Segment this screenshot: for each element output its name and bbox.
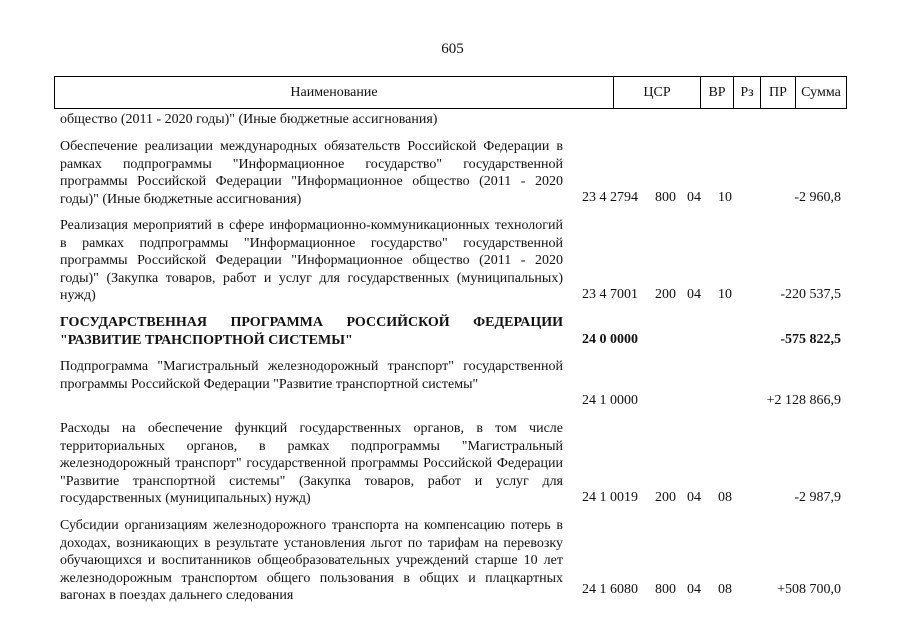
row-name: общество (2011 - 2020 годы)" (Иные бюджетные ассигнования) <box>60 112 438 127</box>
column-header-csr: ЦСР <box>643 85 671 100</box>
column-header-name: Наименование <box>290 85 378 100</box>
row-sum: +508 700,0 <box>777 582 841 597</box>
row-csr: 24 1 0000 <box>582 393 638 408</box>
row-rz: 04 <box>687 490 701 505</box>
row-vr: 800 <box>655 582 676 597</box>
row-csr: 23 4 2794 <box>582 190 638 205</box>
row-rz: 04 <box>687 582 701 597</box>
row-rz: 04 <box>687 287 701 302</box>
row-vr: 800 <box>655 190 676 205</box>
row-name: Расходы на обеспечение функций государственных органов, в том числе территориальных органов, в рамках подпрограммы "Магистральный железнодорожный транспорт" государственной программы Российской Федерации "Развитие транспортной системы" (Закупка товаров, работ и услуг для государственных (муниципальных) нужд) <box>60 421 563 506</box>
row-rz: 04 <box>687 190 701 205</box>
row-pr: 10 <box>718 287 732 302</box>
row-csr: 24 1 0019 <box>582 490 638 505</box>
row-vr: 200 <box>655 490 676 505</box>
row-sum: -2 987,9 <box>794 490 841 505</box>
row-name: ГОСУДАРСТВЕННАЯ ПРОГРАММА РОССИЙСКОЙ ФЕДЕРАЦИИ "РАЗВИТИЕ ТРАНСПОРТНОЙ СИСТЕМЫ" <box>60 315 563 348</box>
column-header-vr: ВР <box>708 85 726 100</box>
column-header-sum: Сумма <box>801 85 841 100</box>
column-header-pr: ПР <box>769 85 787 100</box>
row-pr: 08 <box>718 490 732 505</box>
row-name: Обеспечение реализации международных обязательств Российской Федерации в рамках подпрограммы "Информационное государство" государственной программы Российской Федерации "Информационное общество (2011 - 2020 годы)" (Иные бюджетные ассигнования) <box>60 139 563 207</box>
row-sum: +2 128 866,9 <box>766 393 841 408</box>
row-sum: -220 537,5 <box>780 287 841 302</box>
row-name: Реализация мероприятий в сфере информационно-коммуникационных технологий в рамках подпрограммы "Информационное государство" государственной программы Российской Федерации "Информационное общество (2011 - 2020 годы)" (Закупка товаров, работ и услуг для государственных (муниципальных) нужд) <box>60 218 563 303</box>
row-pr: 08 <box>718 582 732 597</box>
row-name: Подпрограмма "Магистральный железнодорожный транспорт" государственной программы Российской Федерации "Развитие транспортной системы" <box>60 359 563 392</box>
row-csr: 24 1 6080 <box>582 582 638 597</box>
column-header-rz: Рз <box>740 85 754 100</box>
row-pr: 10 <box>718 190 732 205</box>
table-header <box>54 76 847 109</box>
row-sum: -575 822,5 <box>780 332 841 347</box>
row-vr: 200 <box>655 287 676 302</box>
row-csr: 24 0 0000 <box>582 332 638 347</box>
row-sum: -2 960,8 <box>794 190 841 205</box>
row-csr: 23 4 7001 <box>582 287 638 302</box>
row-name: Субсидии организациям железнодорожного транспорта на компенсацию потерь в доходах, возникающих в результате установления льгот по тарифам на перевозку обучающихся и воспитанников общеобразовательных учреждений старше 10 лет железнодорожным транспортом общего пользования в общих и плацкартных вагонах в поездах дальнего следования <box>60 518 563 603</box>
page-number: 605 <box>441 41 464 57</box>
